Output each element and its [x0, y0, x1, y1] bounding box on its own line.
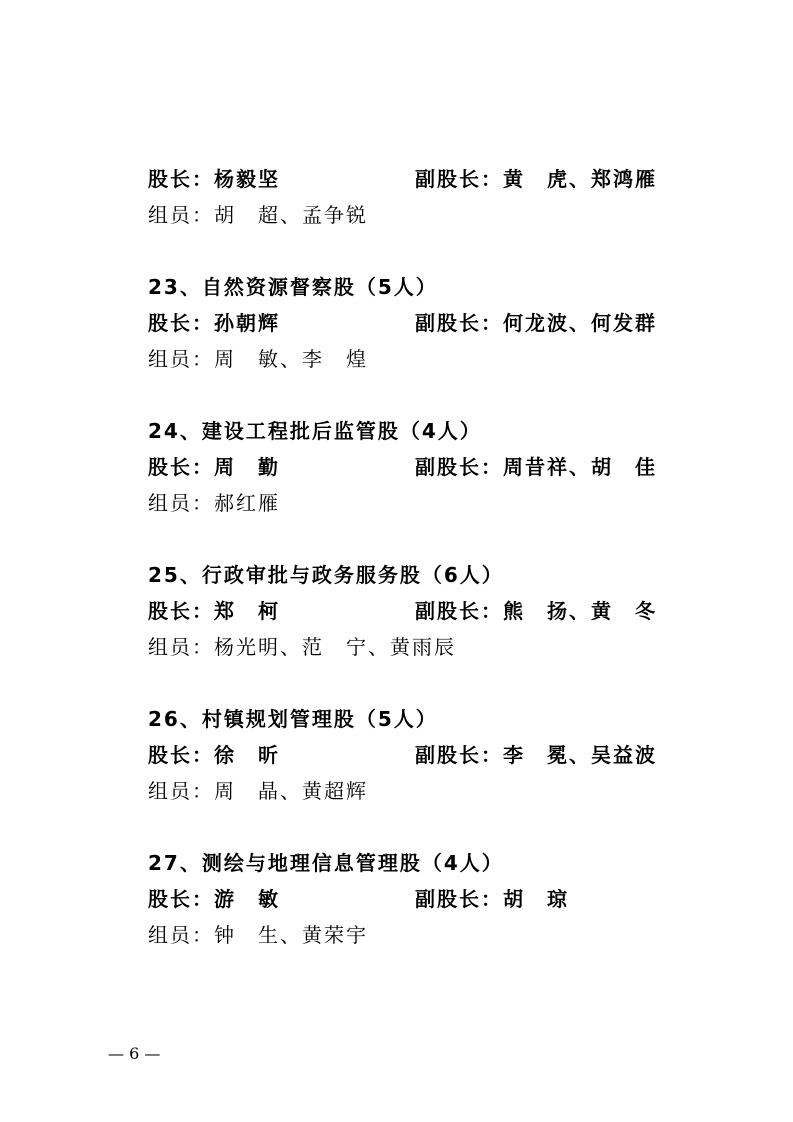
section-chief: 股长：徐 昕: [148, 743, 280, 767]
section-chief: 股长：游 敏: [148, 887, 280, 911]
section-chief: 股长：孙朝辉: [148, 311, 280, 335]
section-deputy: 副股长：周昔祥、胡 佳: [415, 455, 657, 479]
section-deputy: 副股长：熊 扬、黄 冬: [415, 599, 657, 623]
page-number: — 6 —: [108, 1044, 161, 1063]
section-title: 26、村镇规划管理股（5人）: [148, 707, 438, 731]
section-deputy: 副股长：何龙波、何发群: [415, 311, 657, 335]
section-title: 24、建设工程批后监管股（4人）: [148, 419, 482, 443]
section-members: 组员：周 敏、李 煌: [148, 347, 368, 371]
section-title: 23、自然资源督察股（5人）: [148, 275, 438, 299]
section-deputy: 副股长：李 冕、吴益波: [415, 743, 657, 767]
section-chief: 股长：周 勤: [148, 455, 280, 479]
section-title: 25、行政审批与政务服务股（6人）: [148, 563, 504, 587]
section-title: 27、测绘与地理信息管理股（4人）: [148, 851, 504, 875]
prev-section-deputy: 副股长：黄 虎、郑鸿雁: [415, 167, 657, 191]
section-members: 组员：钟 生、黄荣宇: [148, 923, 368, 947]
section-members: 组员：周 晶、黄超辉: [148, 779, 368, 803]
section-members: 组员：杨光明、范 宁、黄雨辰: [148, 635, 456, 659]
prev-section-members: 组员：胡 超、孟争锐: [148, 203, 368, 227]
section-members: 组员：郝红雁: [148, 491, 280, 515]
section-chief: 股长：郑 柯: [148, 599, 280, 623]
section-deputy: 副股长：胡 琼: [415, 887, 569, 911]
prev-section-chief: 股长：杨毅坚: [148, 167, 280, 191]
